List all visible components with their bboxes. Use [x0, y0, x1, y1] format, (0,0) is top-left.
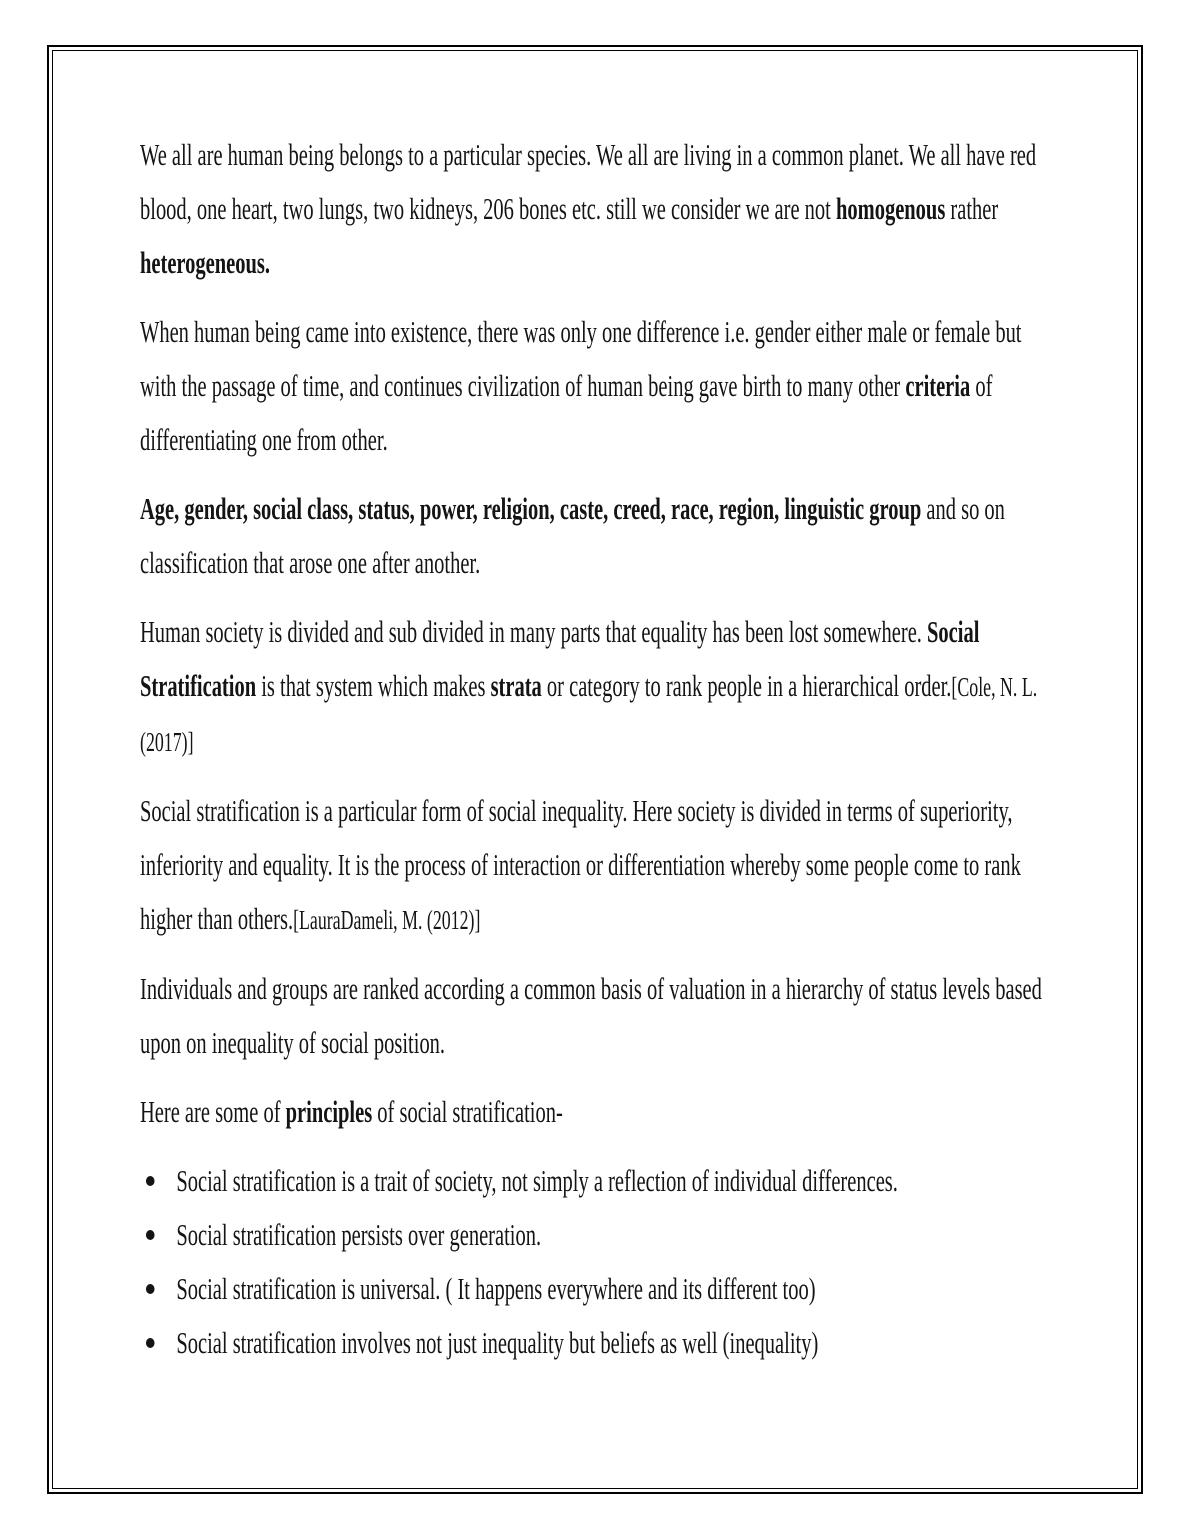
text-segment: We all are human being belongs to a particular species. We all are living in a common planet. We all have red blood, one heart, two lungs, two kidneys, 206 bones etc. still we consider we are not — [140, 137, 1037, 226]
text-segment: Here are some of — [140, 1094, 286, 1129]
list-item — [140, 1154, 1047, 1208]
text-segment-bold: Social Stratification — [140, 614, 980, 703]
text-segment: of differentiating one from other. — [140, 368, 993, 457]
text-segment: and so on classification that arose one after another. — [140, 491, 1005, 580]
bullet-icon — [146, 1176, 155, 1186]
list-item-text: Social stratification persists over generation. — [176, 1217, 542, 1252]
paragraph-principles-lead — [140, 1085, 1047, 1139]
text-segment-bold: criteria — [905, 368, 971, 403]
text-segment: When human being came into existence, there was only one difference i.e. gender either male or female but with the passage of time, and continues civilization of human being gave birth to many other — [140, 314, 1022, 403]
list-item — [140, 1208, 1047, 1262]
page-content — [140, 128, 1047, 1370]
paragraph-definition — [140, 605, 1047, 769]
paragraph-intro — [140, 128, 1047, 290]
text-segment: of social stratification- — [372, 1094, 563, 1129]
paragraph-inequality — [140, 784, 1047, 947]
bullet-icon — [146, 1284, 155, 1294]
list-item — [140, 1316, 1047, 1370]
list-item-text: Social stratification is a trait of society, not simply a reflection of individual differences. — [176, 1163, 898, 1198]
text-segment-bold: heterogeneous. — [140, 245, 270, 280]
list-item — [140, 1262, 1047, 1316]
citation-cole: [Cole, N. L. (2017)] — [140, 672, 1038, 757]
bullet-icon — [146, 1338, 155, 1348]
text-segment-bold: principles — [285, 1094, 373, 1129]
paragraph-ranking — [140, 962, 1047, 1070]
paragraph-existence — [140, 305, 1047, 467]
text-segment-bold: Age, gender, social class, status, power, religion, caste, creed, race, region, linguistic group — [140, 491, 922, 526]
citation-lauradameli: [LauraDameli, M. (2012)] — [293, 905, 481, 935]
text-segment: or category to rank people in a hierarchical order. — [541, 668, 952, 703]
text-segment: Individuals and groups are ranked according a common basis of valuation in a hierarchy of status levels based upon on inequality of social position. — [140, 971, 1042, 1060]
text-segment: rather — [945, 191, 999, 226]
text-segment-bold: homogenous — [835, 191, 946, 226]
text-segment: is that system which makes — [256, 668, 491, 703]
text-segment: Social stratification is a particular form of social inequality. Here society is divided in terms of superiority, inferiority and equality. It is the process of interaction or differentiation whereby some people come to rank higher than others. — [140, 793, 1021, 936]
bullet-icon — [146, 1230, 155, 1240]
list-item-text: Social stratification is universal. ( It happens everywhere and its different too) — [176, 1271, 816, 1306]
text-segment: Human society is divided and sub divided in many parts that equality has been lost somewhere. — [140, 614, 928, 649]
text-segment-bold: strata — [490, 668, 542, 703]
principles-list — [140, 1154, 1047, 1370]
list-item-text: Social stratification involves not just inequality but beliefs as well (inequality) — [176, 1325, 819, 1360]
paragraph-criteria-list — [140, 482, 1047, 590]
